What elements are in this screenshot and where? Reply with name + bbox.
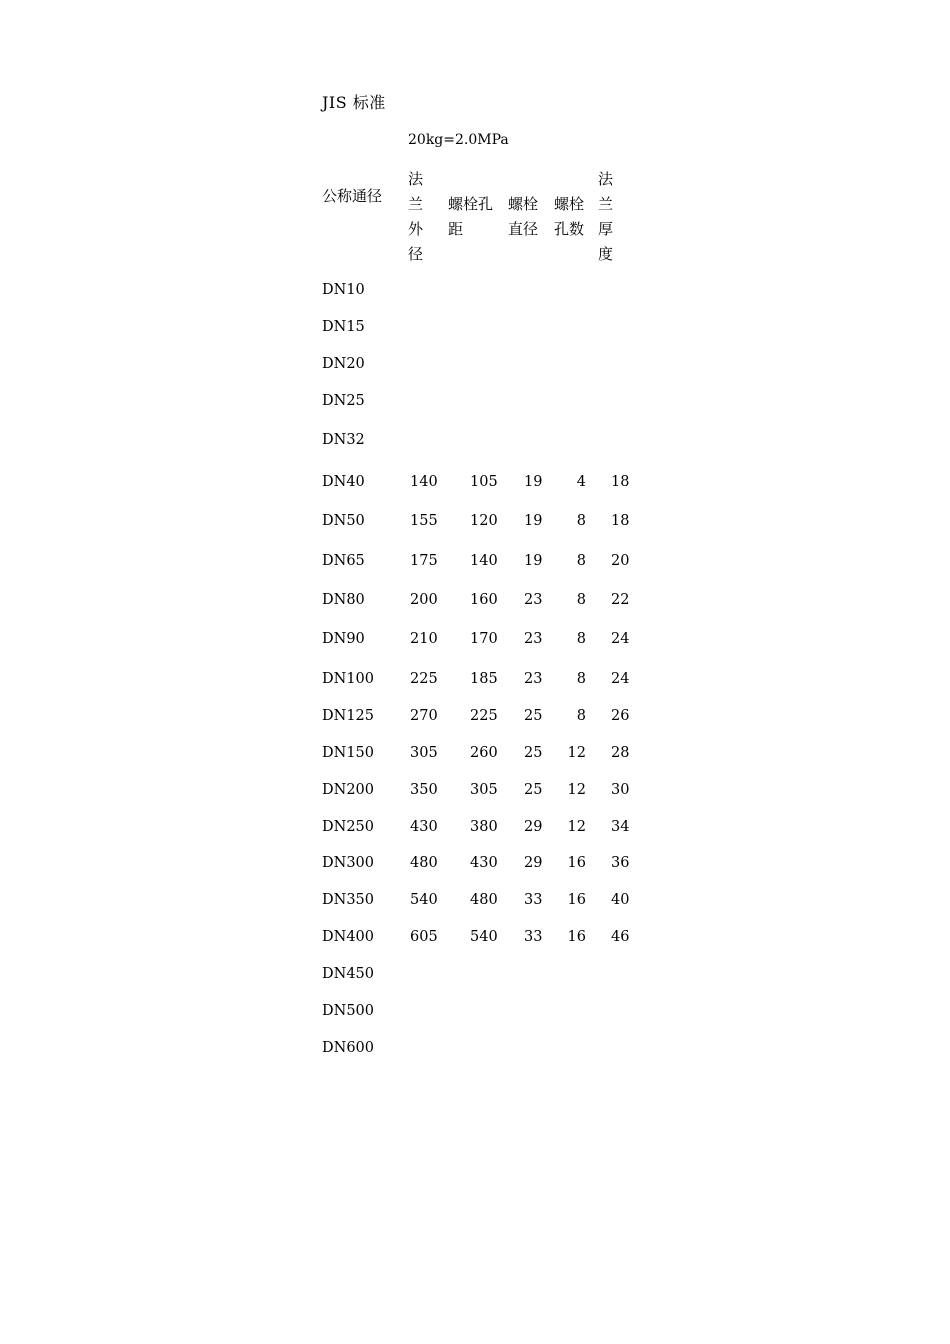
cell-bolt-hole-count: 8 [576,671,586,687]
cell-flange-outer-diameter: 540 [410,892,438,908]
cell-flange-thickness: 20 [611,553,630,569]
cell-flange-outer-diameter: 480 [410,855,438,871]
cell-flange-outer-diameter: 210 [410,631,438,647]
cell-bolt-hole-pitch: 430 [470,855,498,871]
cell-flange-thickness: 46 [611,929,630,945]
cell-nominal-diameter: DN500 [322,1003,374,1019]
cell-bolt-hole-count: 8 [576,592,586,608]
cell-flange-thickness: 30 [611,782,630,798]
header-nominal-diameter: 公称通径 [322,187,383,205]
header-bolt-diameter: 螺栓直径 [508,195,539,238]
cell-nominal-diameter: DN300 [322,855,374,871]
table-row [0,510,950,532]
cell-nominal-diameter: DN65 [322,553,365,569]
cell-flange-outer-diameter: 270 [410,708,438,724]
cell-flange-outer-diameter: 155 [410,513,438,529]
cell-flange-thickness: 26 [611,708,630,724]
cell-bolt-hole-count: 12 [567,745,586,761]
table-row [0,926,950,948]
cell-bolt-hole-pitch: 170 [470,631,498,647]
cell-nominal-diameter: DN32 [322,432,365,448]
cell-bolt-diameter: 19 [524,553,543,569]
cell-bolt-hole-pitch: 185 [470,671,498,687]
cell-flange-thickness: 24 [611,631,630,647]
table-row [0,589,950,611]
cell-bolt-hole-count: 16 [567,855,586,871]
cell-nominal-diameter: DN20 [322,356,365,372]
table-row [0,1000,950,1022]
cell-bolt-diameter: 23 [524,592,543,608]
cell-bolt-diameter: 23 [524,671,543,687]
cell-bolt-hole-pitch: 140 [470,553,498,569]
cell-flange-outer-diameter: 225 [410,671,438,687]
cell-nominal-diameter: DN80 [322,592,365,608]
cell-bolt-diameter: 19 [524,474,543,490]
cell-flange-outer-diameter: 350 [410,782,438,798]
cell-bolt-diameter: 29 [524,819,543,835]
cell-nominal-diameter: DN200 [322,782,374,798]
cell-flange-outer-diameter: 305 [410,745,438,761]
cell-flange-thickness: 36 [611,855,630,871]
table-row [0,889,950,911]
cell-nominal-diameter: DN125 [322,708,374,724]
cell-bolt-hole-count: 16 [567,892,586,908]
cell-bolt-hole-pitch: 160 [470,592,498,608]
cell-flange-outer-diameter: 175 [410,553,438,569]
cell-bolt-hole-pitch: 305 [470,782,498,798]
cell-nominal-diameter: DN40 [322,474,365,490]
cell-nominal-diameter: DN600 [322,1040,374,1056]
cell-nominal-diameter: DN250 [322,819,374,835]
document-title: JIS 标准 [322,93,386,112]
cell-flange-thickness: 34 [611,819,630,835]
cell-flange-thickness: 22 [611,592,630,608]
cell-bolt-hole-count: 8 [576,631,586,647]
header-flange-outer-diameter: 法兰外径 [408,170,424,263]
table-row [0,390,950,412]
cell-nominal-diameter: DN100 [322,671,374,687]
cell-bolt-hole-count: 8 [576,513,586,529]
cell-flange-thickness: 40 [611,892,630,908]
table-row [0,429,950,451]
cell-nominal-diameter: DN350 [322,892,374,908]
cell-bolt-hole-pitch: 380 [470,819,498,835]
cell-bolt-diameter: 23 [524,631,543,647]
table-row [0,668,950,690]
cell-flange-outer-diameter: 430 [410,819,438,835]
cell-nominal-diameter: DN450 [322,966,374,982]
cell-bolt-hole-pitch: 480 [470,892,498,908]
table-row [0,471,950,493]
cell-bolt-diameter: 25 [524,708,543,724]
header-bolt-hole-pitch: 螺栓孔距 [448,195,494,238]
cell-bolt-hole-count: 8 [576,708,586,724]
cell-bolt-diameter: 25 [524,745,543,761]
cell-bolt-diameter: 29 [524,855,543,871]
cell-nominal-diameter: DN90 [322,631,365,647]
cell-bolt-diameter: 25 [524,782,543,798]
pressure-rating: 20kg=2.0MPa [408,132,509,148]
table-row [0,550,950,572]
cell-flange-thickness: 18 [611,474,630,490]
table-row [0,963,950,985]
cell-nominal-diameter: DN400 [322,929,374,945]
cell-nominal-diameter: DN10 [322,282,365,298]
cell-bolt-hole-pitch: 225 [470,708,498,724]
cell-bolt-hole-count: 4 [576,474,586,490]
header-flange-thickness: 法兰厚度 [598,170,614,263]
table-row [0,705,950,727]
table-row [0,628,950,650]
cell-flange-thickness: 18 [611,513,630,529]
cell-bolt-hole-pitch: 540 [470,929,498,945]
cell-flange-outer-diameter: 140 [410,474,438,490]
table-row [0,353,950,375]
cell-bolt-hole-pitch: 260 [470,745,498,761]
cell-flange-thickness: 24 [611,671,630,687]
table-row [0,279,950,301]
cell-flange-outer-diameter: 200 [410,592,438,608]
cell-nominal-diameter: DN15 [322,319,365,335]
cell-nominal-diameter: DN150 [322,745,374,761]
cell-nominal-diameter: DN25 [322,393,365,409]
cell-bolt-diameter: 33 [524,929,543,945]
header-bolt-hole-count: 螺栓孔数 [554,195,585,238]
cell-bolt-hole-pitch: 105 [470,474,498,490]
cell-bolt-hole-count: 8 [576,553,586,569]
cell-bolt-hole-count: 12 [567,819,586,835]
cell-bolt-diameter: 33 [524,892,543,908]
table-row [0,742,950,764]
cell-bolt-hole-pitch: 120 [470,513,498,529]
cell-flange-thickness: 28 [611,745,630,761]
cell-flange-outer-diameter: 605 [410,929,438,945]
table-row [0,1037,950,1059]
cell-bolt-diameter: 19 [524,513,543,529]
cell-bolt-hole-count: 16 [567,929,586,945]
table-row [0,852,950,874]
cell-nominal-diameter: DN50 [322,513,365,529]
table-row [0,779,950,801]
table-row [0,316,950,338]
cell-bolt-hole-count: 12 [567,782,586,798]
table-row [0,816,950,838]
